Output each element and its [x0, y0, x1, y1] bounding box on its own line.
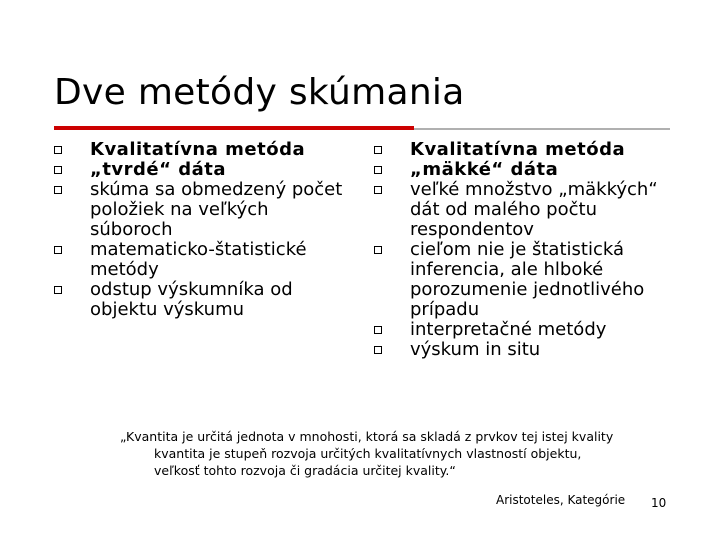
- square-bullet-icon: [374, 166, 382, 174]
- left-item: [54, 140, 354, 160]
- page-number: 10: [651, 496, 667, 510]
- left-item-text: odstup výskumníka od objektu výskumu: [90, 279, 293, 320]
- quote-line-3: veľkosť tohto rozvoja či gradácia určitej kvality.“: [154, 463, 456, 478]
- right-item-text: interpretačné metódy: [410, 319, 607, 340]
- square-bullet-icon: [54, 286, 62, 294]
- left-column: [54, 140, 354, 320]
- square-bullet-icon: [54, 186, 62, 194]
- left-item-text: skúma sa obmedzený počet položiek na veľkých súboroch: [90, 179, 343, 240]
- right-item-text: „mäkké“ dáta: [410, 159, 559, 180]
- left-item-text: Kvalitatívna metóda: [90, 139, 306, 160]
- left-item-text: „tvrdé“ dáta: [90, 159, 227, 180]
- right-item: [374, 240, 674, 320]
- quote-source: Aristoteles, Kategórie: [496, 493, 626, 507]
- right-item: [374, 180, 674, 240]
- square-bullet-icon: [54, 246, 62, 254]
- square-bullet-icon: [374, 326, 382, 334]
- square-bullet-icon: [374, 246, 382, 254]
- left-item: [54, 180, 354, 240]
- quote-line-2: kvantita je stupeň rozvoja určitých kvalitatívnych vlastností objektu,: [154, 446, 582, 461]
- right-item: [374, 320, 674, 340]
- right-item-text: cieľom nie je štatistická inferencia, ale hlboké porozumenie jednotlivého prípadu: [410, 239, 645, 320]
- left-item-text: matematicko-štatistické metódy: [90, 239, 307, 280]
- right-item-text: Kvalitatívna metóda: [410, 139, 626, 160]
- title-underline-accent: [54, 126, 414, 130]
- right-item-text: veľké množstvo „mäkkých“ dát od malého počtu respondentov: [410, 179, 658, 240]
- right-item: [374, 140, 674, 160]
- page-title: Dve metódy skúmania: [54, 72, 465, 113]
- right-item: [374, 340, 674, 360]
- quote: [120, 428, 700, 479]
- square-bullet-icon: [54, 166, 62, 174]
- right-item: [374, 160, 674, 180]
- left-item: [54, 160, 354, 180]
- square-bullet-icon: [374, 186, 382, 194]
- title-underline-gray: [414, 128, 670, 130]
- left-item: [54, 240, 354, 280]
- square-bullet-icon: [374, 346, 382, 354]
- quote-line-1: „Kvantita je určitá jednota v mnohosti, ktorá sa skladá z prvkov tej istej kvality: [120, 429, 614, 444]
- square-bullet-icon: [54, 146, 62, 154]
- square-bullet-icon: [374, 146, 382, 154]
- left-item: [54, 280, 354, 320]
- right-column: [374, 140, 674, 360]
- right-item-text: výskum in situ: [410, 339, 541, 360]
